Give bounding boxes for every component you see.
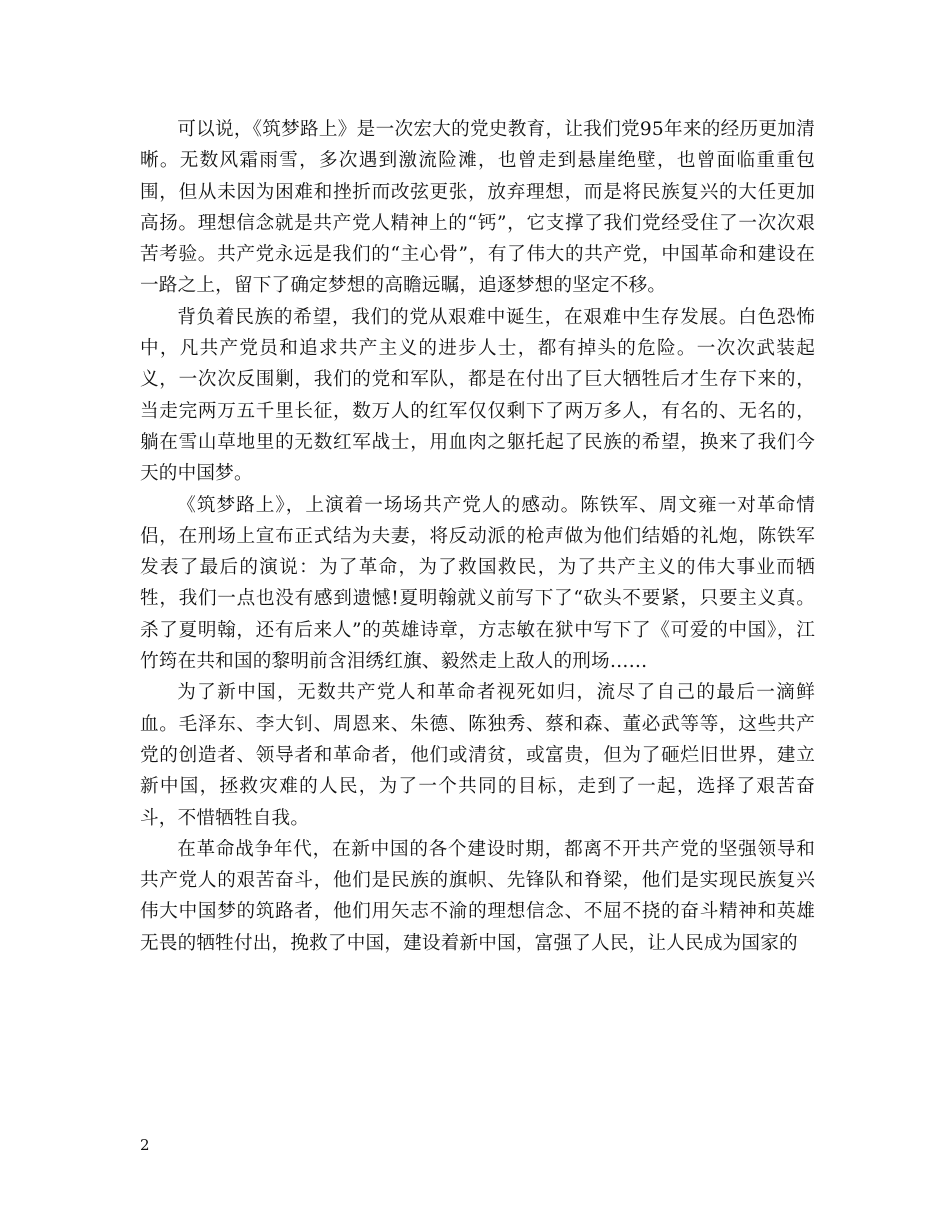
paragraph-4: 为了新中国，无数共产党人和革命者视死如归，流尽了自己的最后一滴鲜血。毛泽东、李大钊、周恩来、朱德、陈独秀、蔡和森、董必武等等，这些共产党的创造者、领导者和革命者，他们或清贫，或富贵，但为了砸烂旧世界，建立新中国，拯救灾难的人民，为了一个共同的目标，走到了一起，选择了艰苦奋斗，不惜牺牲自我。 [140, 682, 815, 829]
page-number: 2 [140, 1136, 150, 1154]
body-text [140, 114, 815, 959]
paragraph-3: 《筑梦路上》，上演着一场场共产党人的感动。陈铁军、周文雍一对革命情侣，在刑场上宣布正式结为夫妻，将反动派的枪声做为他们结婚的礼炮，陈铁军发表了最后的演说：为了革命，为了救国救民，为了共产主义的伟大事业而牺牲，我们一点也没有感到遗憾!夏明翰就义前写下了“砍头不要紧，只要主义真。杀了夏明翰，还有后来人”的英雄诗章，方志敏在狱中写下了《可爱的中国》，江竹筠在共和国的黎明前含泪绣红旗、毅然走上敌人的刑场…… [140, 494, 815, 673]
paragraph-2: 背负着民族的希望，我们的党从艰难中诞生，在艰难中生存发展。白色恐怖中，凡共产党员和追求共产主义的进步人士，都有掉头的危险。一次次武装起义，一次次反围剿，我们的党和军队，都是在付出了巨大牺牲后才生存下来的，当走完两万五千里长征，数万人的红军仅仅剩下了两万多人，有名的、无名的，躺在雪山草地里的无数红军战士，用血肉之躯托起了民族的希望，换来了我们今天的中国梦。 [140, 306, 815, 485]
paragraph-5: 在革命战争年代，在新中国的各个建设时期，都离不开共产党的坚强领导和共产党人的艰苦奋斗，他们是民族的旗帜、先锋队和脊梁，他们是实现民族复兴伟大中国梦的筑路者，他们用矢志不渝的理想信念、不屈不挠的奋斗精神和英雄无畏的牺牲付出，挽救了中国，建设着新中国，富强了人民，让人民成为国家的 [140, 838, 815, 954]
paragraph-1: 可以说，《筑梦路上》是一次宏大的党史教育，让我们党95年来的经历更加清晰。无数风霜雨雪，多次遇到激流险滩，也曾走到悬崖绝壁，也曾面临重重包围，但从未因为困难和挫折而改弦更张，放弃理想，而是将民族复兴的大任更加高扬。理想信念就是共产党人精神上的“钙”，它支撑了我们党经受住了一次次艰苦考验。共产党永远是我们的“主心骨”，有了伟大的共产党，中国革命和建设在一路之上，留下了确定梦想的高瞻远瞩，追逐梦想的坚定不移。 [140, 119, 815, 297]
